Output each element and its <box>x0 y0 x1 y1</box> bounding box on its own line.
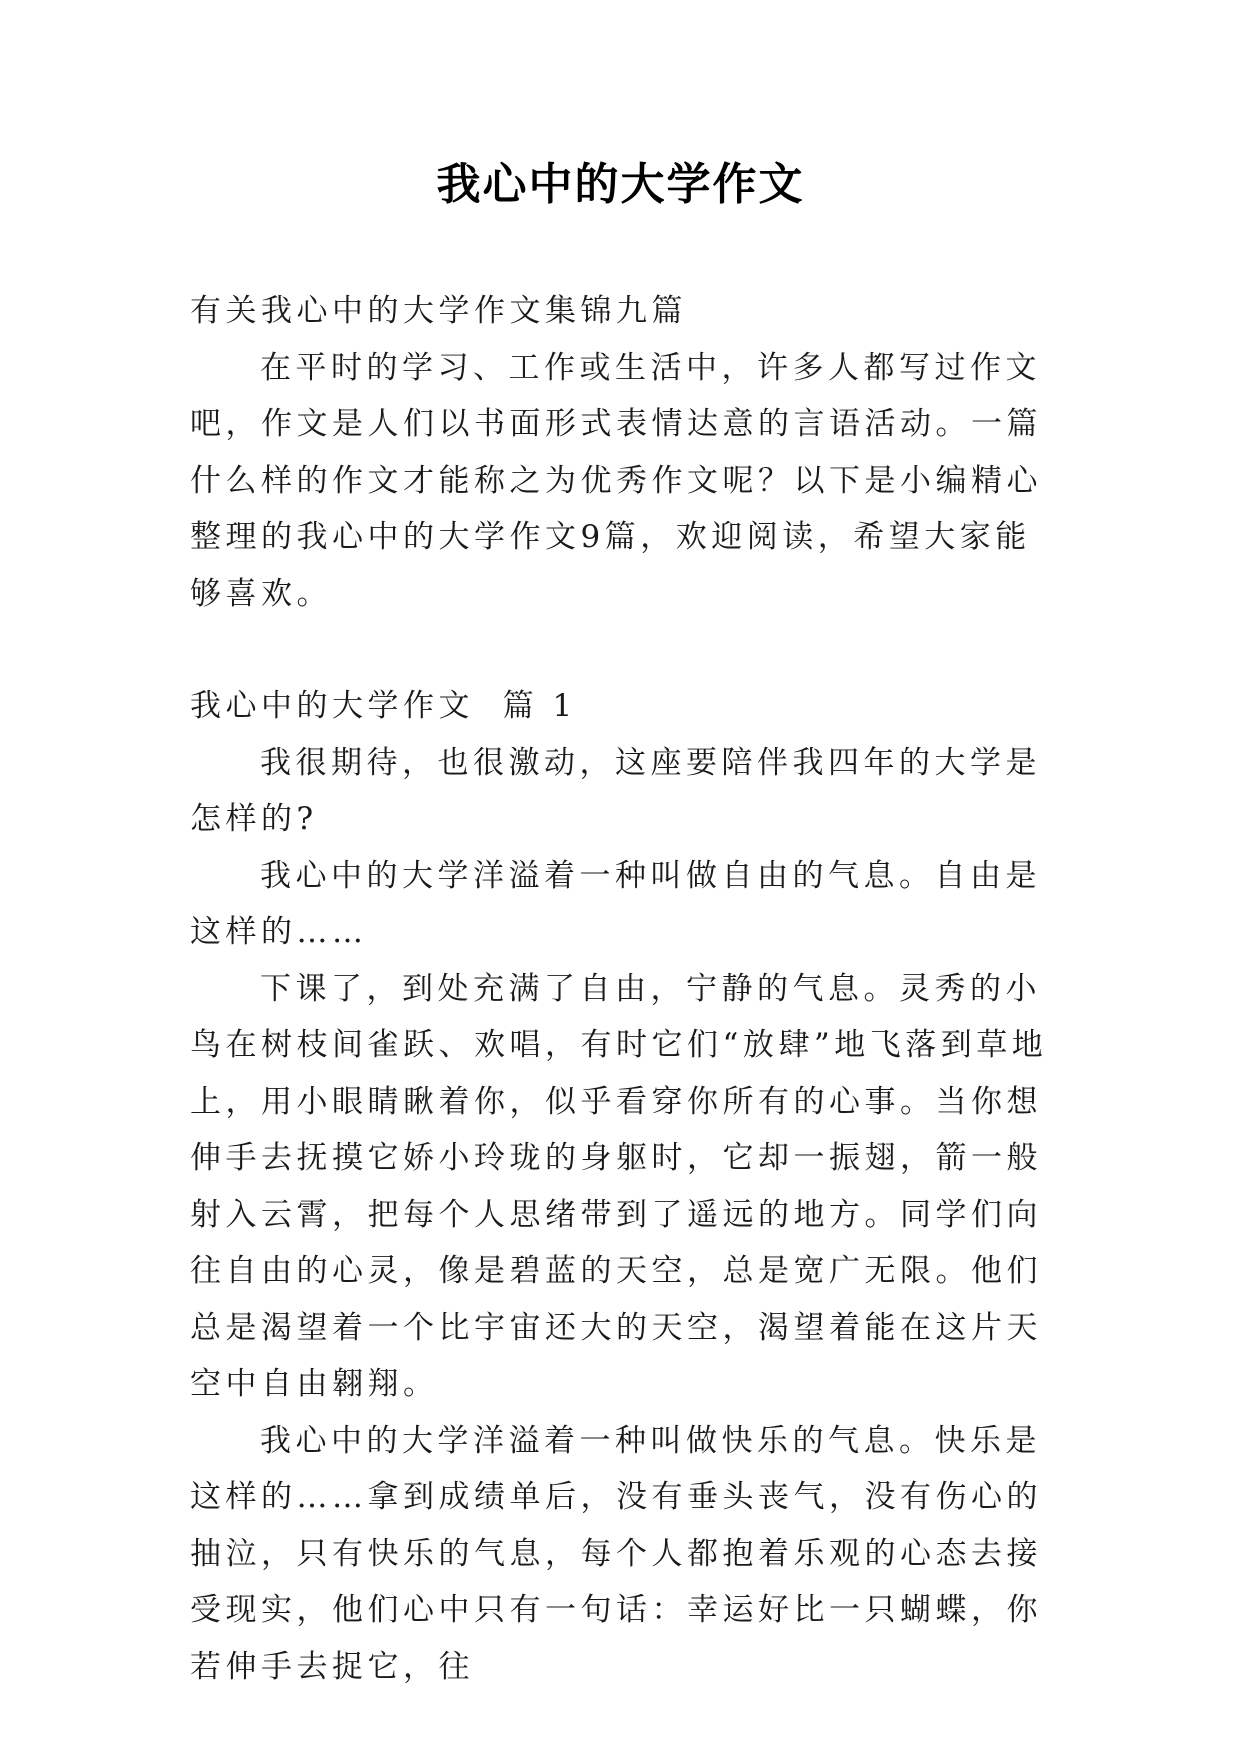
intro-paragraph: 在平时的学习、工作或生活中，许多人都写过作文吧，作文是人们以书面形式表情达意的言语活动。一篇什么样的作文才能称之为优秀作文呢？以下是小编精心整理的我心中的大学作文9篇，欢迎阅读，希望大家能够喜欢。 <box>190 349 1042 612</box>
document-title: 我心中的大学作文 <box>436 159 805 210</box>
body-paragraph: 下课了，到处充满了自由，宁静的气息。灵秀的小鸟在树枝间雀跃、欢唱，有时它们“放肆”地飞落到草地上，用小眼睛瞅着你，似乎看穿你所有的心事。当你想伸手去抚摸它娇小玲珑的身躯时，它却一振翅，箭一般射入云霄，把每个人思绪带到了遥远的地方。同学们向往自由的心灵，像是碧蓝的天空，总是宽广无限。他们总是渴望着一个比宇宙还大的天空，渴望着能在这片天空中自由翱翔。 <box>190 970 1048 1402</box>
section-spacer <box>190 622 1060 678</box>
body-paragraph: 我心中的大学洋溢着一种叫做自由的气息。自由是这样的…… <box>190 857 1041 950</box>
body-paragraph: 我心中的大学洋溢着一种叫做快乐的气息。快乐是这样的……拿到成绩单后，没有垂头丧气，没有伤心的抽泣，只有快乐的气息，每个人都抱着乐观的心态去接受现实，他们心中只有一句话：幸运好比一只蝴蝶，你若伸手去捉它，往 <box>190 1422 1042 1685</box>
body-paragraph: 我很期待，也很激动，这座要陪伴我四年的大学是怎样的? <box>190 744 1041 837</box>
document-subtitle: 有关我心中的大学作文集锦九篇 <box>190 293 687 329</box>
section-heading: 我心中的大学作文 篇 1 <box>190 688 577 724</box>
document-body <box>190 283 1060 1695</box>
